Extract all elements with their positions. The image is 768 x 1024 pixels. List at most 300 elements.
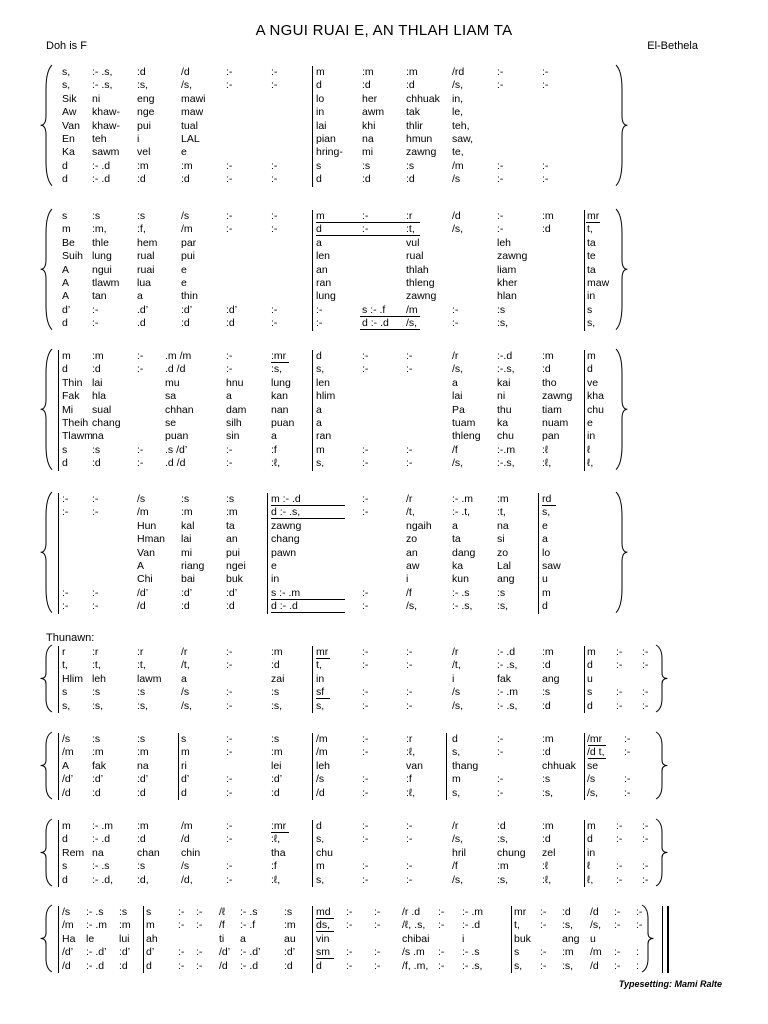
score-cell: :- [196,919,203,932]
score-cell: :- [226,773,233,786]
score-cell: /m [316,733,328,745]
score-cell: m [146,919,155,932]
score-cell: /s, [452,699,464,712]
score-cell: riang [181,560,205,572]
score-cell: /s, [406,317,418,330]
score-cell: :m [542,210,554,222]
score-cell: /s, [452,873,464,886]
score-cell: :- [226,79,233,92]
score-cell: .d /d [165,457,186,470]
score-row [0,773,768,786]
score-cell: /d’ [219,946,231,959]
music-system [0,820,768,887]
score-cell: ta [226,519,235,532]
score-cell: .m /m [165,350,192,362]
score-cell: :ℓ, [406,746,416,759]
score-cell: chu [587,403,604,416]
score-cell: d [62,873,68,886]
score-cell: /s [137,493,146,505]
score-cell: :d [137,786,146,799]
score-cell: :d [137,833,146,846]
score-cell: a [240,932,246,945]
score-cell: d [316,820,322,832]
score-cell: t, [62,659,68,672]
score-cell: pui [137,119,152,132]
score-cell: /f [406,586,412,599]
score-cell: :-.d [497,350,513,362]
score-cell: na [92,846,104,859]
score-cell: :- [542,79,549,92]
score-cell: lua [137,277,152,289]
score-cell: /rd [452,66,465,78]
slur-underline [316,698,330,699]
score-cell: vin [316,932,330,945]
score-cell: :- [642,860,649,873]
score-cell: :- [497,223,504,236]
score-cell: hnu [226,376,244,389]
score-cell: le [86,932,95,945]
score-cell: :- [92,317,99,330]
score-cell: m :- .d [271,493,301,505]
score-cell: En [62,133,75,145]
score-row [0,290,768,303]
score-cell: lo [316,92,325,105]
score-cell: s [587,303,593,316]
score-cell: leh [497,236,512,249]
score-cell: lai [181,533,192,546]
score-cell: tlawm [92,277,120,289]
score-cell: A [137,560,145,572]
score-cell: van [406,759,423,772]
score-cell: in, [452,92,464,105]
score-cell: e [587,417,593,429]
score-cell: hla [92,390,107,403]
score-cell: khi [362,119,376,132]
score-cell: puan [271,417,295,429]
score-cell: :- [616,833,623,846]
score-cell: s :- .m [271,586,301,599]
score-cell: :d [226,600,235,613]
score-cell: :- [62,493,69,505]
score-cell: :- [196,906,203,918]
score-cell: /d’ [137,586,149,599]
score-cell: :- [271,79,278,92]
score-cell: :s [497,586,506,599]
score-cell: :- .d [92,159,111,172]
score-row [0,79,768,92]
score-cell: /f [452,860,458,873]
score-cell: hril [452,846,467,859]
score-cell: ngaih [406,519,432,532]
score-cell: s [62,860,68,873]
score-cell: :- [226,173,233,186]
score-cell: /d [137,600,146,613]
score-cell: :- [374,946,381,959]
score-cell: ka [497,417,509,429]
score-cell: d [316,79,322,92]
score-cell: s, [316,833,325,846]
score-cell: thu [497,403,512,416]
score-cell: d [316,173,322,186]
score-cell: ti [219,932,225,945]
score-cell: /ℓ [219,906,226,918]
score-cell: :d [181,173,190,186]
score-cell: :- [406,659,413,672]
score-cell: sin [226,430,240,443]
score-cell: Ha [62,932,76,945]
score-cell: /s, [452,457,464,470]
score-cell: :- [271,223,278,236]
score-cell: :- [497,210,504,222]
score-row [0,659,768,672]
score-cell: :- [497,66,504,78]
score-row [0,493,768,506]
score-cell: :- .d’ [240,946,261,959]
score-cell: /t, [181,659,190,672]
score-cell: :- [616,873,623,886]
score-cell: m [62,350,71,362]
score-cell: zawng [271,519,302,532]
score-cell: /s, [452,79,464,92]
score-cell: :- [226,786,233,799]
score-cell: .d /d [165,363,186,376]
score-cell: :- [624,733,631,745]
score-cell: :- .m [497,686,518,699]
score-cell: :- [406,699,413,712]
score-cell: /s .m [402,946,425,959]
score-row [0,874,768,887]
score-cell: :- [362,833,369,846]
score-cell: :s, [271,699,283,712]
score-cell: :- .d [92,833,111,846]
score-cell: :f [271,443,277,456]
score-cell: mr [316,646,329,658]
score-cell: /d [452,210,461,222]
score-cell: :s, [497,317,509,330]
score-cell: :- [616,686,623,699]
score-row [0,760,768,773]
score-cell: hlan [497,290,517,303]
score-cell: :- [346,906,353,918]
score-cell: thlah [406,263,429,276]
score-cell: pan [542,430,560,443]
score-cell: tual [181,119,198,132]
score-cell: :- [497,159,504,172]
score-cell: liam [497,263,517,276]
score-cell: zel [542,846,556,859]
score-cell: ruai [137,263,155,276]
score-cell: :- .d [462,919,481,932]
score-cell: :- [642,646,649,658]
score-cell: :d’ [119,946,131,959]
score-cell: hmun [406,133,433,145]
score-row [0,746,768,759]
score-cell: :m [284,919,296,932]
score-cell: lui [119,932,130,945]
score-cell: :- [497,79,504,92]
score-cell: lai [316,119,327,132]
score-cell: :- .s, [452,600,473,613]
score-row [0,946,768,959]
score-cell: thleng [452,430,481,443]
slur-underline [586,222,600,223]
score-cell: :- [346,946,353,959]
score-cell: pian [316,133,336,145]
score-cell: :- [497,733,504,745]
score-cell: :-.s, [497,363,515,376]
score-cell: maw [181,106,204,119]
score-cell: :s [137,733,146,745]
score-cell: s [316,159,322,172]
score-cell: :d [226,317,235,330]
score-cell: Hun [137,519,157,532]
score-cell: :- [452,303,459,316]
score-cell: si [497,533,505,546]
score-cell: :s, [271,363,283,376]
score-cell: m [181,746,190,759]
score-cell: :ℓ, [542,873,552,886]
score-cell: d [62,317,68,330]
score-row [0,133,768,146]
score-cell: :- [362,350,369,362]
score-cell: d [62,159,68,172]
score-cell: chhan [165,403,194,416]
music-system [0,646,768,713]
score-cell: :m [226,506,238,519]
score-cell: /m [590,946,602,959]
score-cell: .d [137,317,146,330]
score-cell: :- [540,946,547,959]
score-cell: :- [92,586,99,599]
score-cell: :t, [92,659,101,672]
score-cell: /s [62,906,71,918]
score-cell: her [362,92,378,105]
score-cell: :ℓ [542,443,549,456]
score-cell: Van [62,119,80,132]
score-cell: :d [181,317,190,330]
score-cell: thlir [406,119,423,132]
score-cell: chang [92,417,121,429]
score-cell: :d [92,457,101,470]
score-cell: a [271,430,277,443]
score-cell: :- [137,457,144,470]
score-cell: :- [271,303,278,316]
score-cell: :- [540,959,547,972]
score-cell: :s [406,159,415,172]
score-row [0,66,768,79]
score-cell: /s, [452,223,464,236]
score-cell: e [181,277,187,289]
score-cell: :- [636,906,643,918]
score-cell: pui [226,546,241,559]
score-cell: ran [316,430,332,443]
score-cell: chung [497,846,526,859]
score-cell: :f [406,773,412,786]
score-cell: md [316,906,331,918]
score-cell: :d’ [137,773,149,786]
score-cell: :mr [271,820,287,832]
score-cell: :- [178,959,185,972]
score-cell: s, [316,873,325,886]
score-cell: :d [542,699,551,712]
score-cell: :- [137,443,144,456]
score-row [0,377,768,390]
score-cell: /t, [406,506,415,519]
score-cell: sf [316,686,325,699]
score-row [0,363,768,376]
score-cell: :- [362,210,369,222]
score-cell: /s [587,773,596,786]
score-cell: sm [316,946,330,959]
score-cell: in [316,106,325,119]
score-row [0,457,768,470]
score-cell: :- .s, [462,959,483,972]
score-cell: :- [614,959,621,972]
music-system [0,906,768,973]
score-cell: :- [374,919,381,932]
score-cell: :m [137,820,149,832]
score-cell: r [62,646,66,658]
score-cell: kal [181,519,195,532]
score-cell: :- [137,363,144,376]
score-cell: :- [226,159,233,172]
score-row [0,506,768,519]
score-cell: m [62,223,71,236]
score-cell: :- [497,173,504,186]
score-cell: /d [590,959,599,972]
score-cell: :- [614,906,621,918]
slur-underline [360,316,420,317]
score-cell: :- [362,820,369,832]
score-cell: :s [119,906,128,918]
score-cell: :m [137,159,149,172]
score-cell: lung [92,250,112,263]
score-cell: :s [226,493,235,505]
score-cell: kha [587,390,604,403]
score-cell: d [62,833,68,846]
score-cell: :- [406,873,413,886]
score-cell: :- [540,906,547,918]
score-cell: mr [587,210,600,222]
score-cell: in [316,672,325,685]
score-row [0,600,768,613]
score-cell: :- .s [86,906,104,918]
score-cell: t, [316,659,322,672]
score-cell: :- [438,906,445,918]
score-cell: :- [406,443,413,456]
score-cell: :- [636,919,643,932]
score-cell: :- [92,506,99,519]
score-cell: i [462,932,465,945]
score-cell: :s [542,773,551,786]
score-cell: /s [181,860,190,873]
score-cell: :- [616,820,623,832]
score-cell: :- [624,746,631,759]
score-cell: /s, [406,600,418,613]
score-cell: :- [226,210,233,222]
score-cell: ℓ [587,860,591,873]
score-cell: thang [452,759,479,772]
score-cell: tha [271,846,286,859]
score-cell: :m [271,746,283,759]
score-cell: :ℓ, [406,786,416,799]
score-cell: :m [542,820,554,832]
score-cell: /d’ [62,773,74,786]
score-cell: ℓ, [587,873,594,886]
score-cell: :- [616,699,623,712]
slur-underline [316,931,334,932]
score-cell: puan [165,430,189,443]
score-cell: na [92,430,104,443]
score-cell: lei [271,759,282,772]
score-row [0,533,768,546]
score-cell: kher [497,277,518,289]
score-row [0,646,768,659]
score-cell: a [137,290,143,303]
score-cell: u [587,672,593,685]
score-row [0,250,768,263]
score-cell: chan [137,846,160,859]
score-cell: hlim [316,390,336,403]
score-row [0,587,768,600]
score-cell: :- .s [240,906,258,918]
score-row [0,520,768,533]
score-cell: ds, [316,919,331,932]
score-cell: Thin [62,376,83,389]
score-cell: ta [452,533,461,546]
score-cell: A [62,277,70,289]
score-cell: lo [542,546,551,559]
score-cell: :- [406,350,413,362]
slur-underline [316,235,420,236]
score-cell: /d [316,786,325,799]
score-cell: khaw- [92,106,121,119]
score-cell: :- [226,820,233,832]
score-row [0,833,768,846]
score-cell: d [542,600,548,613]
score-cell: na [362,133,374,145]
score-cell: chhuak [542,759,576,772]
score-cell: :d [271,659,280,672]
score-cell: :- [226,699,233,712]
score-cell: se [165,417,177,429]
score-cell: chang [271,533,300,546]
score-cell: :d’ [181,303,193,316]
score-cell: :- [362,506,369,519]
score-cell: s [146,906,152,918]
score-cell: :d [406,79,415,92]
score-cell: A [62,263,70,276]
score-cell: teh [92,133,107,145]
score-cell: :- [497,786,504,799]
score-cell: :d [137,66,146,78]
score-row [0,264,768,277]
score-cell: :m [497,860,509,873]
score-cell: chin [181,846,201,859]
score-cell: saw [542,560,561,572]
score-cell: Be [62,236,75,249]
score-cell: au [284,932,296,945]
score-cell: d :- .d [271,600,298,613]
score-cell: /s, [590,919,602,932]
score-cell: :s [92,443,101,456]
slur-underline [588,745,606,746]
score-cell: :t, [497,506,506,519]
score-cell: :- [92,600,99,613]
score-cell: d [181,786,187,799]
score-row [0,933,768,946]
score-cell: Chi [137,573,153,586]
